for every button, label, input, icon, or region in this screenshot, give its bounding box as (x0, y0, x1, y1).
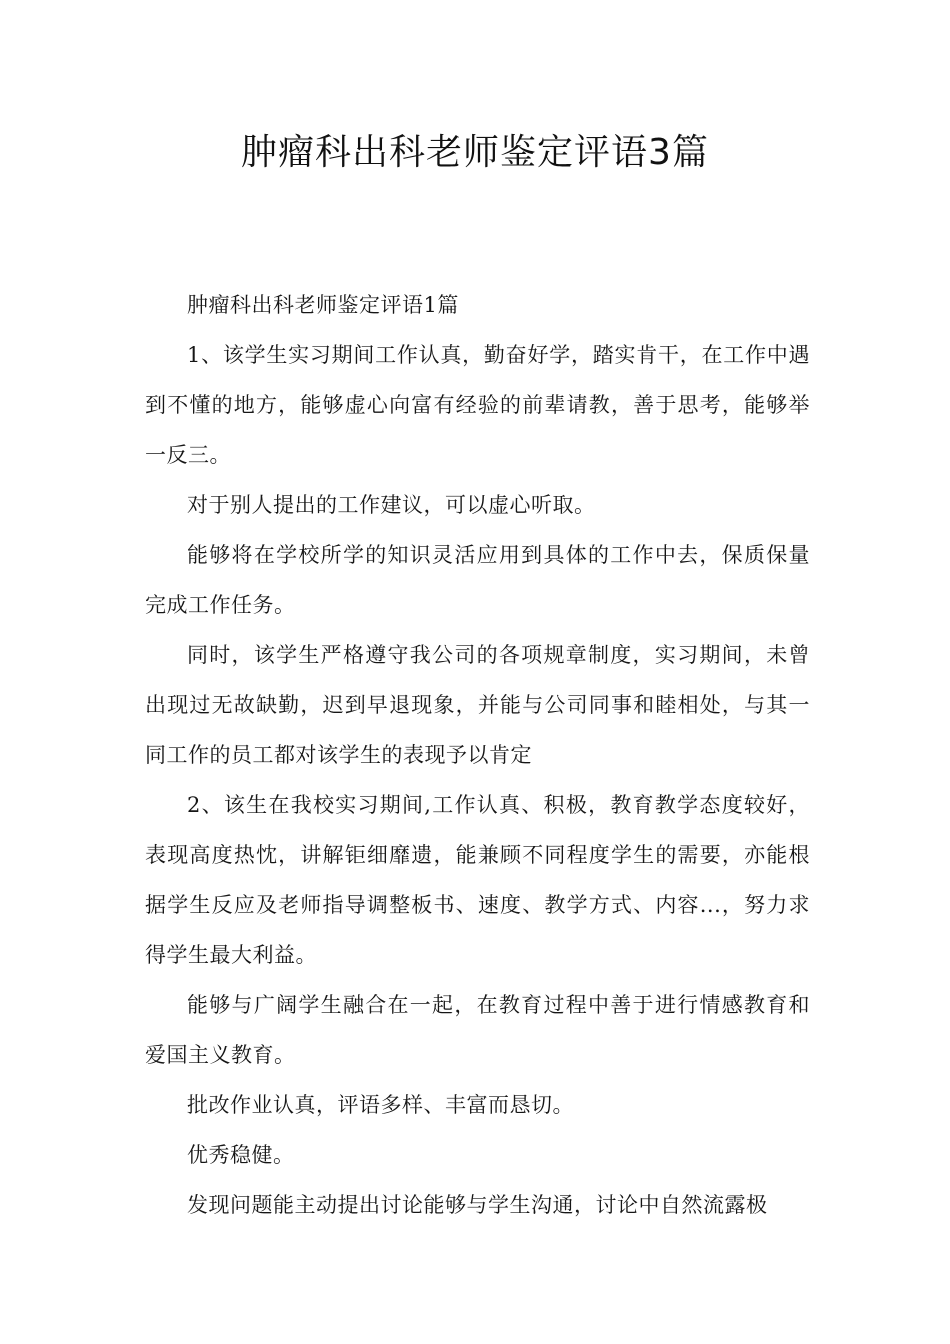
paragraph: 优秀稳健。 (187, 1143, 295, 1167)
paragraph: 批改作业认真，评语多样、丰富而恳切。 (187, 1093, 574, 1117)
paragraph: 2、该生在我校实习期间,工作认真、积极，教育教学态度较好，表现高度热忱，讲解钜细靡遗，能兼顾不同程度学生的需要，亦能根据学生反应及老师指导调整板书、速度、教学方式、内容...，努力求得学生最大利益。 (145, 793, 810, 967)
paragraph: 发现问题能主动提出讨论能够与学生沟通，讨论中自然流露极 (187, 1193, 768, 1217)
document-body (145, 280, 810, 1230)
document-title: 肿瘤科出科老师鉴定评语3篇 (241, 132, 709, 173)
paragraph: 1、该学生实习期间工作认真，勤奋好学，踏实肯干，在工作中遇到不懂的地方，能够虚心向富有经验的前辈请教，善于思考，能够举一反三。 (145, 343, 810, 467)
section-heading: 肿瘤科出科老师鉴定评语1篇 (187, 293, 459, 317)
paragraph: 对于别人提出的工作建议，可以虚心听取。 (187, 493, 596, 517)
paragraph: 能够与广阔学生融合在一起，在教育过程中善于进行情感教育和爱国主义教育。 (145, 993, 810, 1067)
paragraph: 能够将在学校所学的知识灵活应用到具体的工作中去，保质保量完成工作任务。 (145, 543, 810, 617)
paragraph: 同时，该学生严格遵守我公司的各项规章制度，实习期间，未曾出现过无故缺勤，迟到早退现象，并能与公司同事和睦相处，与其一同工作的员工都对该学生的表现予以肯定 (145, 643, 810, 767)
